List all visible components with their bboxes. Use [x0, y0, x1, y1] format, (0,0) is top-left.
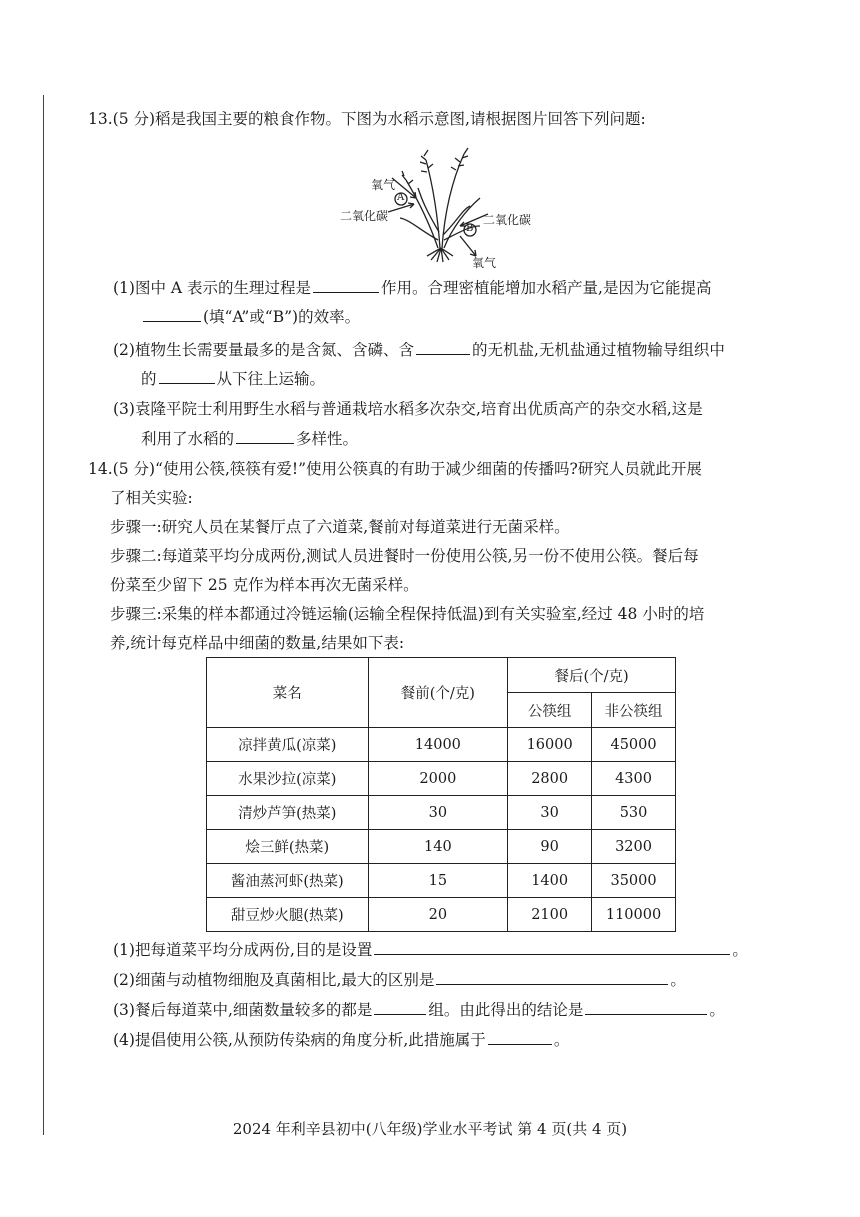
q14-blank-conclusion[interactable]: [585, 998, 707, 1015]
cell-public: 16000: [508, 728, 592, 762]
q13-sub2-text-c: 的: [141, 370, 157, 388]
header-public-chopsticks: 公筷组: [508, 693, 592, 728]
header-nonpublic-chopsticks: 非公筷组: [592, 693, 676, 728]
table-row: [207, 728, 676, 762]
q13-sub1-line1: [113, 276, 711, 299]
table-row: [207, 796, 676, 830]
label-b: B: [466, 223, 474, 234]
q13-sub1-text-c: (填“A”或“B”)的效率。: [203, 308, 361, 326]
cell-nonpublic: 4300: [592, 762, 676, 796]
q13-blank-ab[interactable]: [143, 305, 201, 322]
q13-blank-tissue[interactable]: [159, 367, 215, 384]
q13-sub2-text-d: 从下往上运输。: [216, 370, 326, 388]
rice-plant-figure: [330, 140, 550, 270]
header-before-meal: 餐前(个/克): [368, 658, 508, 728]
q14-blank-group[interactable]: [374, 998, 426, 1015]
oxygen-label-bottom: 氧气: [472, 256, 497, 270]
co2-label-right: 二氧化碳: [483, 213, 532, 227]
q13-sub3-line1: (3)袁隆平院士利用野生水稻与普通栽培水稻多次杂交,培育出优质高产的杂交水稻,这是: [113, 400, 703, 418]
q14-sub1-text: (1)把每道菜平均分成两份,目的是设置: [113, 941, 373, 959]
q13-sub2-line1: [113, 338, 725, 361]
period: 。: [670, 971, 686, 989]
cell-dish: 甜豆炒火腿(热菜): [207, 898, 369, 932]
cell-public: 90: [508, 830, 592, 864]
header-after-meal: 餐后(个/克): [508, 658, 676, 693]
q14-stem-line2: 了相关实验:: [110, 489, 193, 507]
q13-blank-salt[interactable]: [416, 338, 470, 355]
q13-sub3-text-b: 利用了水稻的: [141, 430, 235, 448]
q13-sub1-line2: [141, 305, 360, 328]
oxygen-label-top: 氧气: [371, 178, 396, 192]
q13-blank-process[interactable]: [313, 276, 379, 293]
q14-sub3-text-a: (3)餐后每道菜中,细菌数量较多的都是: [113, 1001, 373, 1019]
cell-before: 2000: [368, 762, 508, 796]
q13-sub3-text-c: 多样性。: [296, 430, 359, 448]
cell-dish: 酱油蒸河虾(热菜): [207, 864, 369, 898]
q14-step1: 步骤一:研究人员在某餐厅点了六道菜,餐前对每道菜进行无菌采样。: [110, 518, 570, 536]
cell-before: 15: [368, 864, 508, 898]
q14-sub4: [113, 1028, 569, 1051]
cell-public: 30: [508, 796, 592, 830]
q13-sub1-text-a: (1)图中 A 表示的生理过程是: [113, 279, 312, 297]
cell-dish: 清炒芦笋(热菜): [207, 796, 369, 830]
q14-step2-line1: 步骤二:每道菜平均分成两份,测试人员进餐时一份使用公筷,另一份不使用公筷。餐后每: [110, 547, 699, 565]
q13-sub2-text-a: (2)植物生长需要量最多的是含氮、含磷、含: [113, 341, 414, 359]
cell-before: 140: [368, 830, 508, 864]
period: 。: [732, 941, 748, 959]
cell-nonpublic: 35000: [592, 864, 676, 898]
q14-sub3-text-b: 组。由此得出的结论是: [428, 1001, 584, 1019]
q14-blank-measure[interactable]: [488, 1028, 552, 1045]
cell-nonpublic: 530: [592, 796, 676, 830]
q13-sub3-line2: [141, 427, 358, 450]
period: 。: [553, 1031, 570, 1049]
table-row: [207, 830, 676, 864]
cell-before: 20: [368, 898, 508, 932]
cell-dish: 凉拌黄瓜(凉菜): [207, 728, 369, 762]
page-footer: 2024 年利辛县初中(八年级)学业水平考试 第 4 页(共 4 页): [232, 1120, 628, 1138]
q14-blank-difference[interactable]: [436, 968, 668, 985]
q14-step3-line2: 养,统计每克样品中细菌的数量,结果如下表:: [110, 634, 405, 652]
cell-public: 2800: [508, 762, 592, 796]
q14-sub3: [113, 998, 725, 1021]
q14-stem-line1: 14.(5 分)“使用公筷,筷筷有爱!”使用公筷真的有助于减少细菌的传播吗?研究人员就此开展: [88, 460, 702, 478]
q13-sub2-text-b: 的无机盐,无机盐通过植物输导组织中: [471, 341, 725, 359]
q14-step2-line2: 份菜至少留下 25 克作为样本再次无菌采样。: [110, 576, 419, 594]
cell-before: 14000: [368, 728, 508, 762]
table-row: [207, 762, 676, 796]
cell-public: 1400: [508, 864, 592, 898]
co2-label-left: 二氧化碳: [340, 209, 389, 223]
table-row: [207, 898, 676, 932]
binding-line: [43, 95, 44, 1135]
q14-sub4-text: (4)提倡使用公筷,从预防传染病的角度分析,此措施属于: [113, 1031, 486, 1049]
label-a: A: [397, 192, 405, 203]
q14-sub2: [113, 968, 686, 991]
cell-public: 2100: [508, 898, 592, 932]
q14-sub2-text: (2)细菌与动植物细胞及真菌相比,最大的区别是: [113, 971, 435, 989]
header-dish: 菜名: [207, 658, 369, 728]
bacteria-count-table: [206, 657, 676, 932]
cell-nonpublic: 45000: [592, 728, 676, 762]
cell-nonpublic: 110000: [592, 898, 676, 932]
q13-sub1-text-b: 作用。合理密植能增加水稻产量,是因为它能提高: [381, 279, 712, 297]
q13-blank-diversity[interactable]: [236, 427, 294, 444]
q13-sub2-line2: [141, 367, 325, 390]
q14-blank-control[interactable]: [374, 938, 730, 955]
q14-sub1: [113, 938, 748, 961]
q13-stem: 13.(5 分)稻是我国主要的粮食作物。下图为水稻示意图,请根据图片回答下列问题:: [88, 110, 646, 128]
table-row: [207, 864, 676, 898]
cell-nonpublic: 3200: [592, 830, 676, 864]
period: 。: [709, 1001, 725, 1019]
cell-dish: 烩三鲜(热菜): [207, 830, 369, 864]
cell-dish: 水果沙拉(凉菜): [207, 762, 369, 796]
q14-step3-line1: 步骤三:采集的样本都通过冷链运输(运输全程保持低温)到有关实验室,经过 48 小时的培: [110, 605, 705, 623]
cell-before: 30: [368, 796, 508, 830]
